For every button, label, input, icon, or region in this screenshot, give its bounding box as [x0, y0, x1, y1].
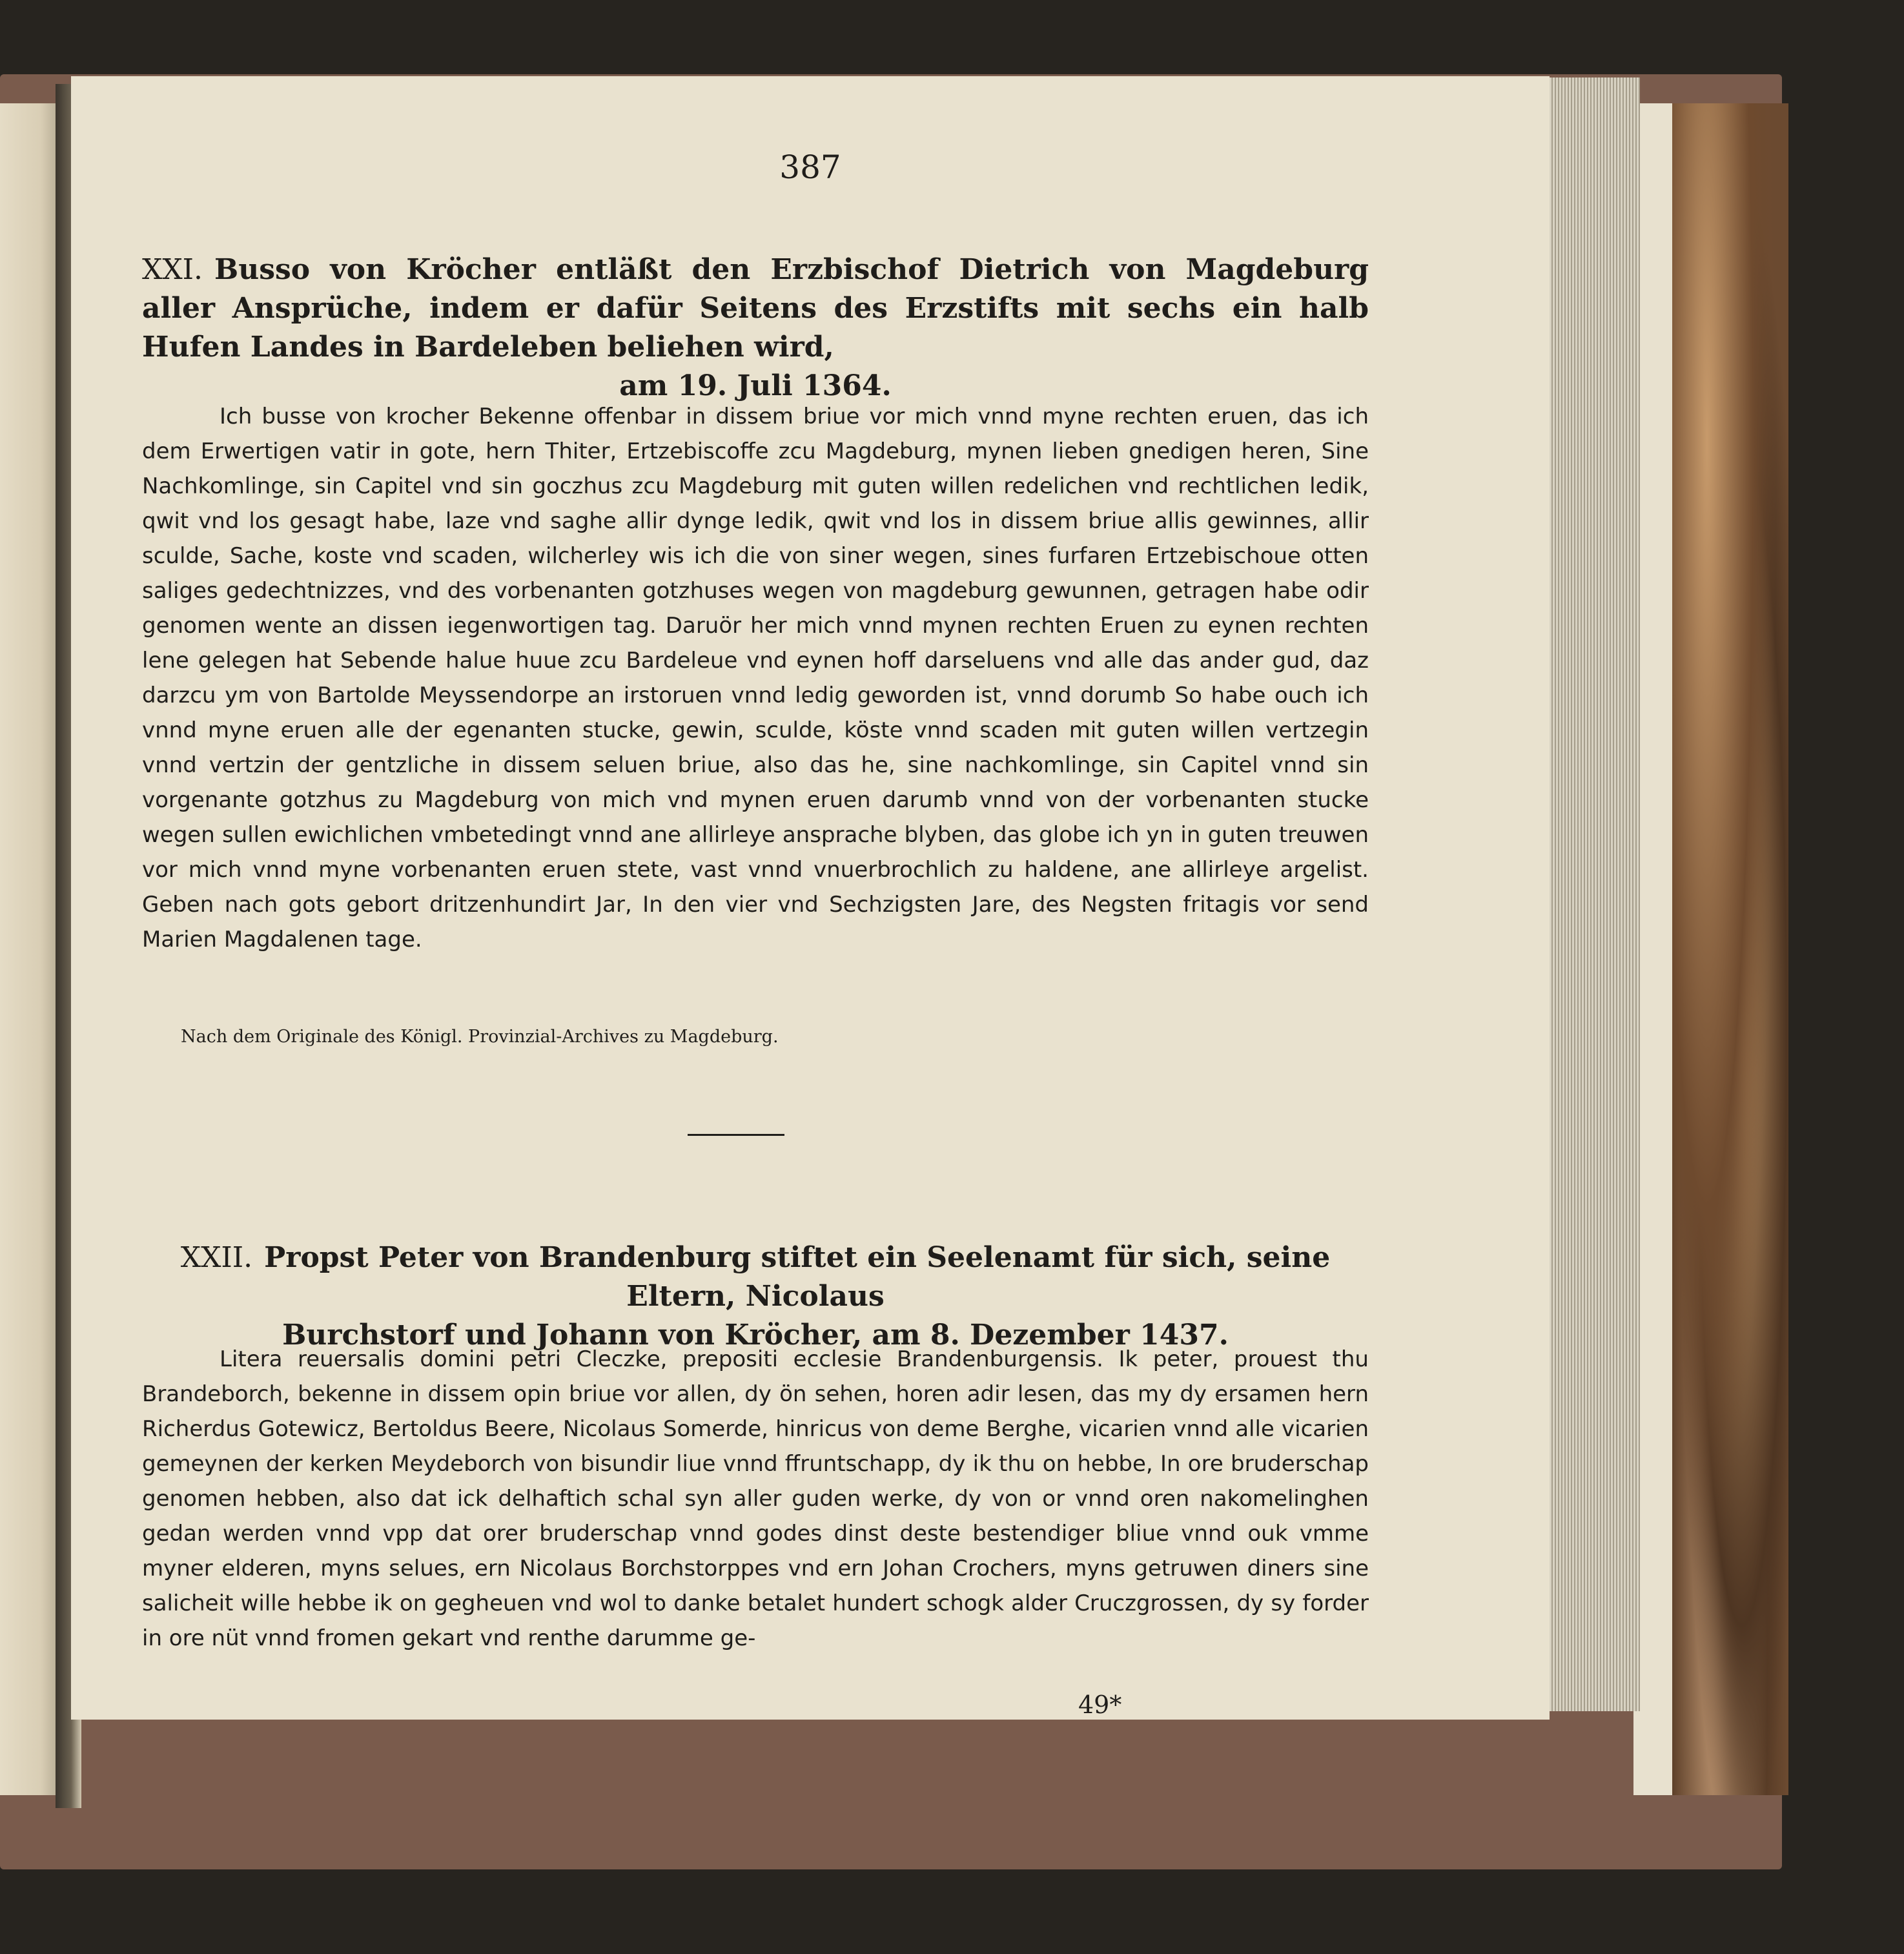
page-edges — [1543, 77, 1640, 1711]
source-note: Nach dem Originale des Königl. Provinzial-Archives zu Magdeburg. — [181, 1027, 779, 1047]
document-title: Busso von Kröcher entläßt den Erzbischof Dietrich von Magdeburg aller Ansprüche, indem er dafür Seitens des Erzstifts mit sechs ein halb Hufen Landes in Bardeleben beliehen wird, — [142, 253, 1369, 364]
document-heading-xxii — [142, 1239, 1369, 1355]
document-heading-xxi — [142, 251, 1369, 406]
document-title: Propst Peter von Brandenburg stiftet ein Seelenamt für sich, seine Eltern, Nicolaus — [264, 1241, 1331, 1313]
document-number: XXI. — [142, 253, 203, 286]
signature-mark: 49* — [1078, 1691, 1122, 1719]
document-date: am 19. Juli 1364. — [619, 369, 892, 402]
document-date: Burchstorf und Johann von Kröcher, am 8. Dezember 1437. — [282, 1319, 1229, 1352]
section-divider — [688, 1134, 784, 1136]
document-text-xxi: Ich busse von krocher Bekenne offenbar in dissem briue vor mich vnnd myne rechten eruen, das ich dem Erwertigen vatir in gote, hern Thiter, Ertzebiscoffe zcu Magdeburg, mynen lieben gnedigen heren, Sine Nachkomlinge, sin Capitel vnd sin goczhus zcu Magdeburg mit guten willen redelichen vnd rechtlichen ledik, qwit vnd los gesagt habe, laze vnd saghe allir dynge ledik, qwit vnd los in dissem briue allis gewinnes, allir sculde, Sache, koste vnd scaden, wilcherley wis ich die von siner wegen, sines furfaren Ertzebischoue otten saliges gedechtnizzes, vnd des vorbenanten gotzhuses wegen von magdeburg gewunnen, getragen habe odir genomen wente an dissen iegenwortigen tag. Daruör her mich vnnd mynen rechten Eruen zu eynen rechten lene gelegen hat Sebende halue huue zcu Bardeleue vnd eynen hoff darseluens vnd alle das ander gud, daz darzcu ym von Bartolde Meyssendorpe an irstoruen vnnd ledig geworden ist, vnnd dorumb So habe ouch ich vnnd myne eruen alle der egenanten stucke, gewin, sculde, köste vnnd scaden mit guten willen vertzegin vnnd vertzin der gentzliche in dissem seluen briue, also das he, sine nachkomlinge, sin Capitel vnnd sin vorgenante gotzhus zu Magdeburg von mich vnd mynen eruen darumb vnnd von der vorbenanten stucke wegen sullen ewichlichen vmbetedingt vnnd ane allirleye ansprache blyben, das globe ich yn in guten treuwen vor mich vnnd myne vorbenanten eruen stete, vast vnnd vnuerbrochlich zu haldene, ane allirleye argelist. Geben nach gots gebort dritzenhundirt Jar, In den vier vnd Sechzigsten Jare, des Negsten fritagis vor send Marien Magdalenen tage. — [142, 404, 1369, 952]
marbled-endpaper — [1672, 103, 1788, 1795]
document-number: XXII. — [180, 1241, 253, 1274]
book-page — [71, 76, 1550, 1720]
left-page-edge — [0, 103, 58, 1795]
page-number: 387 — [779, 149, 841, 186]
document-text-xxii: Litera reuersalis domini petri Cleczke, prepositi ecclesie Brandenburgensis. Ik peter, prouest thu Brandeborch, bekenne in dissem opin briue vor allen, dy ön sehen, horen adir lesen, das my dy ersamen hern Richerdus Gotewicz, Bertoldus Beere, Nicolaus Somerde, hinricus von deme Berghe, vicarien vnnd alle vicarien gemeynen der kerken Meydeborch von bisundir liue vnnd ffruntschapp, dy ik thu on hebbe, In ore bruderschap genomen hebben, also dat ick delhaftich schal syn aller guden werke, dy von or vnnd oren nakomelinghen gedan werden vnnd vpp dat orer bruderschap vnnd godes dinst deste bestendiger bliue vnnd ouk vmme myner elderen, myns selues, ern Nicolaus Borchstorppes vnd ern Johan Crochers, myns getruwen diners sine salicheit wille hebbe ik on gegheuen vnd wol to danke betalet hundert schogk alder Cruczgrossen, dy sy forder in ore nüt vnnd fromen gekart vnd renthe darumme ge- — [142, 1346, 1369, 1651]
